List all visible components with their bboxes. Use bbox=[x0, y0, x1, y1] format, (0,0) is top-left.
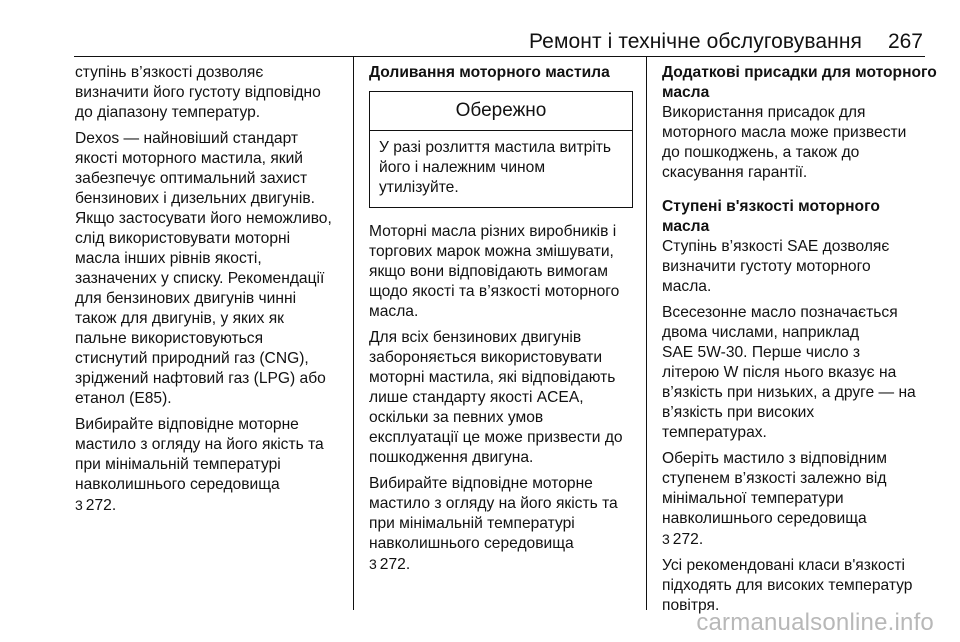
paragraph: Вибирайте відповідне моторне мастило з огляду на його якість та при мінімальній температурі навколишнього середовища 3 272. bbox=[75, 415, 347, 516]
paragraph: Усі рекомендовані класи в'язкості підходять для високих температур повітря. bbox=[662, 557, 913, 614]
column-divider-1 bbox=[353, 56, 354, 610]
section-heading: Ступені в'язкості моторного масла bbox=[662, 198, 880, 235]
paragraph: Для всіх бензинових двигунів забороняється використовувати моторні мастила, які відповідають лише стандарту якості ACEA, оскільки за певних умов експлуатації це може призвести до пошкодження двигуна. bbox=[369, 329, 623, 466]
caution-title: Обережно bbox=[370, 92, 632, 131]
paragraph: Оберіть мастило з відповідним ступенем в’язкості залежно від мінімальної температури навколишнього середовища 3 272. bbox=[662, 449, 930, 550]
paragraph: Ступінь в’язкості SAE дозволяє визначити густоту моторного масла. bbox=[662, 238, 890, 295]
page-header bbox=[0, 0, 960, 56]
section-heading: Додаткові присадки для моторного масла bbox=[662, 64, 937, 101]
column-2 bbox=[369, 63, 635, 581]
paragraph: Dexos — найновіший стандарт якості моторного мастила, який забезпечує оптимальний захист бензинових і дизельних двигунів. Якщо застосувати його неможливо, слід використовувати моторні масла інших рівнів якості, зазначених у списку. Рекомендації для бензинових двигунів чинні також для двигунів, у яких як пальне використовуються стиснутий природний газ (CNG), зріджений нафтовий газ (LPG) або етанол (E85). bbox=[75, 130, 332, 407]
watermark: carmanualsonline.info bbox=[696, 609, 934, 636]
header-rule bbox=[74, 56, 925, 57]
paragraph: Моторні масла різних виробників і торгових марок можна змішувати, якщо вони відповідають вимогам щодо якості та в’язкості моторного масла. bbox=[369, 223, 620, 320]
caution-body: У разі розлиття мастила витріть його і належним чином утилізуйте. bbox=[379, 139, 612, 196]
paragraph: Використання присадок для моторного масла може призвести до пошкоджень, а також до скасування гарантії. bbox=[662, 104, 907, 181]
caution-box bbox=[369, 91, 633, 208]
paragraph: Вибирайте відповідне моторне мастило з огляду на його якість та при мінімальній температурі навколишнього середовища 3 272. bbox=[369, 474, 635, 575]
column-1 bbox=[75, 63, 347, 522]
section-heading: Доливання моторного мастила bbox=[369, 64, 610, 81]
paragraph: ступінь в’язкості дозволяє визначити його густоту відповідно до діапазону температур. bbox=[75, 64, 321, 121]
xref-arrow-icon: 3 bbox=[662, 531, 670, 547]
paragraph: Всесезонне масло позначається двома числами, наприклад SAE 5W-30. Перше число з літерою W після нього вказує на в’язкість при низьких, а друге — на в’язкість при високих температурах. bbox=[662, 304, 916, 441]
cross-reference-link[interactable]: 3 272. bbox=[662, 531, 704, 548]
chapter-title: Ремонт і технічне обслуговування bbox=[528, 30, 862, 53]
column-divider-2 bbox=[646, 56, 647, 610]
column-3 bbox=[662, 63, 937, 622]
page-number: 267 bbox=[887, 30, 923, 53]
cross-reference-link[interactable]: 3 272. bbox=[369, 556, 411, 573]
cross-reference-link[interactable]: 3 272. bbox=[75, 497, 117, 514]
xref-arrow-icon: 3 bbox=[369, 556, 377, 572]
xref-arrow-icon: 3 bbox=[75, 497, 83, 513]
